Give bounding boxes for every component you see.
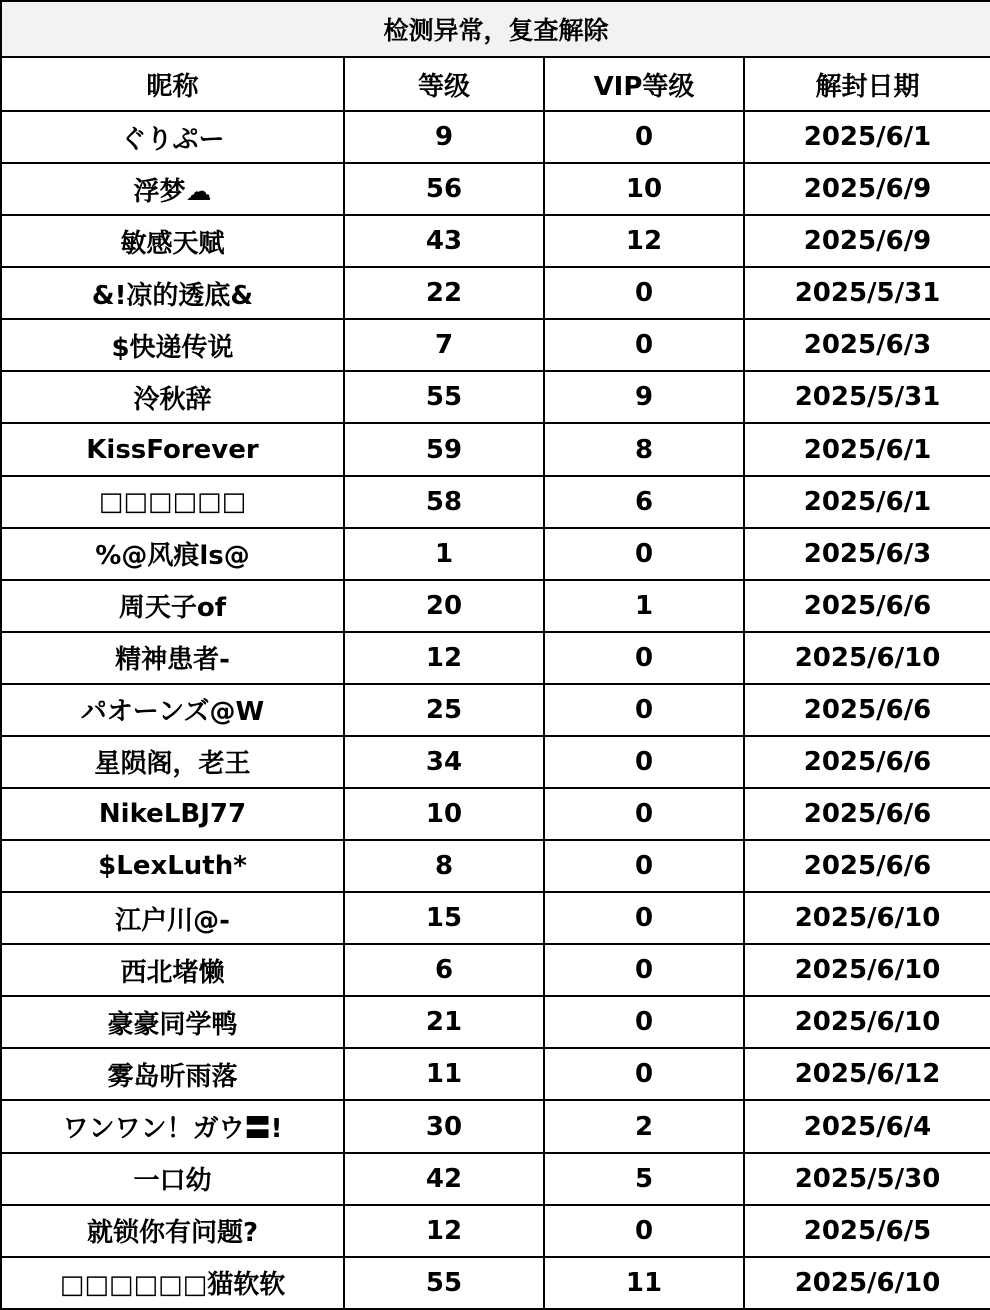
cell-level: 43 <box>344 215 544 267</box>
cell-nickname: KissForever <box>1 423 344 475</box>
cell-vip-level: 0 <box>544 996 744 1048</box>
cell-level: 11 <box>344 1048 544 1100</box>
cell-unban-date: 2025/6/10 <box>744 1257 990 1309</box>
cell-vip-level: 0 <box>544 267 744 319</box>
cell-level: 56 <box>344 163 544 215</box>
cell-level: 6 <box>344 944 544 996</box>
cell-unban-date: 2025/6/12 <box>744 1048 990 1100</box>
cell-vip-level: 11 <box>544 1257 744 1309</box>
cell-vip-level: 0 <box>544 528 744 580</box>
cell-unban-date: 2025/6/1 <box>744 111 990 163</box>
cell-unban-date: 2025/5/30 <box>744 1153 990 1205</box>
cell-level: 12 <box>344 632 544 684</box>
table-row <box>1 1100 990 1152</box>
cell-vip-level: 0 <box>544 840 744 892</box>
cell-level: 22 <box>344 267 544 319</box>
cell-vip-level: 0 <box>544 892 744 944</box>
table-row <box>1 1257 990 1309</box>
cell-level: 9 <box>344 111 544 163</box>
cell-vip-level: 0 <box>544 736 744 788</box>
header-nickname: 昵称 <box>1 57 344 111</box>
cell-vip-level: 2 <box>544 1100 744 1152</box>
table-row <box>1 215 990 267</box>
table-row <box>1 892 990 944</box>
table-row <box>1 423 990 475</box>
table-title: 检测异常，复查解除 <box>1 1 990 57</box>
cell-level: 8 <box>344 840 544 892</box>
cell-vip-level: 0 <box>544 1048 744 1100</box>
table-row <box>1 1048 990 1100</box>
cell-unban-date: 2025/6/1 <box>744 423 990 475</box>
table-row <box>1 684 990 736</box>
cell-nickname: 敏感天赋 <box>1 215 344 267</box>
cell-unban-date: 2025/5/31 <box>744 371 990 423</box>
header-vip-level: VIP等级 <box>544 57 744 111</box>
cell-level: 1 <box>344 528 544 580</box>
cell-vip-level: 5 <box>544 1153 744 1205</box>
cell-nickname: パオーンズ@W <box>1 684 344 736</box>
title-row <box>1 1 990 57</box>
cell-unban-date: 2025/6/5 <box>744 1205 990 1257</box>
cell-unban-date: 2025/6/6 <box>744 684 990 736</box>
cell-nickname: 泠秋辞 <box>1 371 344 423</box>
cell-unban-date: 2025/6/6 <box>744 840 990 892</box>
cell-level: 42 <box>344 1153 544 1205</box>
cell-vip-level: 0 <box>544 632 744 684</box>
cell-unban-date: 2025/6/9 <box>744 215 990 267</box>
cell-vip-level: 9 <box>544 371 744 423</box>
cell-vip-level: 1 <box>544 580 744 632</box>
table-row <box>1 840 990 892</box>
cell-unban-date: 2025/6/3 <box>744 528 990 580</box>
cell-level: 7 <box>344 319 544 371</box>
cell-level: 20 <box>344 580 544 632</box>
cell-vip-level: 0 <box>544 788 744 840</box>
cell-vip-level: 0 <box>544 1205 744 1257</box>
cell-nickname: ぐりぷー <box>1 111 344 163</box>
cell-level: 15 <box>344 892 544 944</box>
cell-nickname: 浮梦☁ <box>1 163 344 215</box>
cell-vip-level: 0 <box>544 944 744 996</box>
cell-level: 55 <box>344 1257 544 1309</box>
cell-nickname: 江户川@- <box>1 892 344 944</box>
cell-vip-level: 6 <box>544 476 744 528</box>
table-row <box>1 944 990 996</box>
table-row <box>1 788 990 840</box>
table-row <box>1 996 990 1048</box>
header-unban-date: 解封日期 <box>744 57 990 111</box>
cell-unban-date: 2025/6/3 <box>744 319 990 371</box>
cell-unban-date: 2025/6/10 <box>744 632 990 684</box>
cell-unban-date: 2025/6/9 <box>744 163 990 215</box>
cell-nickname: 一口幼 <box>1 1153 344 1205</box>
cell-unban-date: 2025/6/10 <box>744 944 990 996</box>
cell-vip-level: 0 <box>544 684 744 736</box>
table-row <box>1 267 990 319</box>
table-row <box>1 736 990 788</box>
cell-nickname: &!凉的透底& <box>1 267 344 319</box>
cell-unban-date: 2025/6/6 <box>744 736 990 788</box>
cell-nickname: 星陨阁，老王 <box>1 736 344 788</box>
cell-unban-date: 2025/6/10 <box>744 996 990 1048</box>
cell-unban-date: 2025/6/1 <box>744 476 990 528</box>
table-row <box>1 371 990 423</box>
table-row <box>1 476 990 528</box>
cell-nickname: 周天子of <box>1 580 344 632</box>
cell-level: 21 <box>344 996 544 1048</box>
cell-nickname: 雾岛听雨落 <box>1 1048 344 1100</box>
cell-nickname: □□□□□□猫软软 <box>1 1257 344 1309</box>
cell-nickname: $LexLuth* <box>1 840 344 892</box>
cell-vip-level: 0 <box>544 319 744 371</box>
cell-level: 30 <box>344 1100 544 1152</box>
cell-nickname: NikeLBJ77 <box>1 788 344 840</box>
cell-level: 25 <box>344 684 544 736</box>
cell-vip-level: 0 <box>544 111 744 163</box>
cell-vip-level: 8 <box>544 423 744 475</box>
cell-nickname: 西北堵懒 <box>1 944 344 996</box>
cell-nickname: 豪豪同学鸭 <box>1 996 344 1048</box>
cell-level: 10 <box>344 788 544 840</box>
header-level: 等级 <box>344 57 544 111</box>
table-row <box>1 1153 990 1205</box>
cell-nickname: □□□□□□ <box>1 476 344 528</box>
cell-vip-level: 10 <box>544 163 744 215</box>
table-row <box>1 1205 990 1257</box>
cell-unban-date: 2025/6/4 <box>744 1100 990 1152</box>
table-row <box>1 319 990 371</box>
cell-nickname: ワンワン！ガウ〓! <box>1 1100 344 1152</box>
cell-level: 59 <box>344 423 544 475</box>
cell-nickname: 精神患者- <box>1 632 344 684</box>
cell-level: 34 <box>344 736 544 788</box>
cell-unban-date: 2025/6/6 <box>744 580 990 632</box>
cell-level: 55 <box>344 371 544 423</box>
cell-nickname: $快递传说 <box>1 319 344 371</box>
table-row <box>1 111 990 163</box>
cell-nickname: 就锁你有问题? <box>1 1205 344 1257</box>
table-body <box>1 111 990 1309</box>
cell-level: 58 <box>344 476 544 528</box>
table-row <box>1 580 990 632</box>
cell-unban-date: 2025/6/10 <box>744 892 990 944</box>
cell-vip-level: 12 <box>544 215 744 267</box>
table-row <box>1 632 990 684</box>
cell-unban-date: 2025/6/6 <box>744 788 990 840</box>
cell-unban-date: 2025/5/31 <box>744 267 990 319</box>
cell-level: 12 <box>344 1205 544 1257</box>
cell-nickname: %@风痕ls@ <box>1 528 344 580</box>
table-row <box>1 528 990 580</box>
table-row <box>1 163 990 215</box>
header-row <box>1 57 990 111</box>
